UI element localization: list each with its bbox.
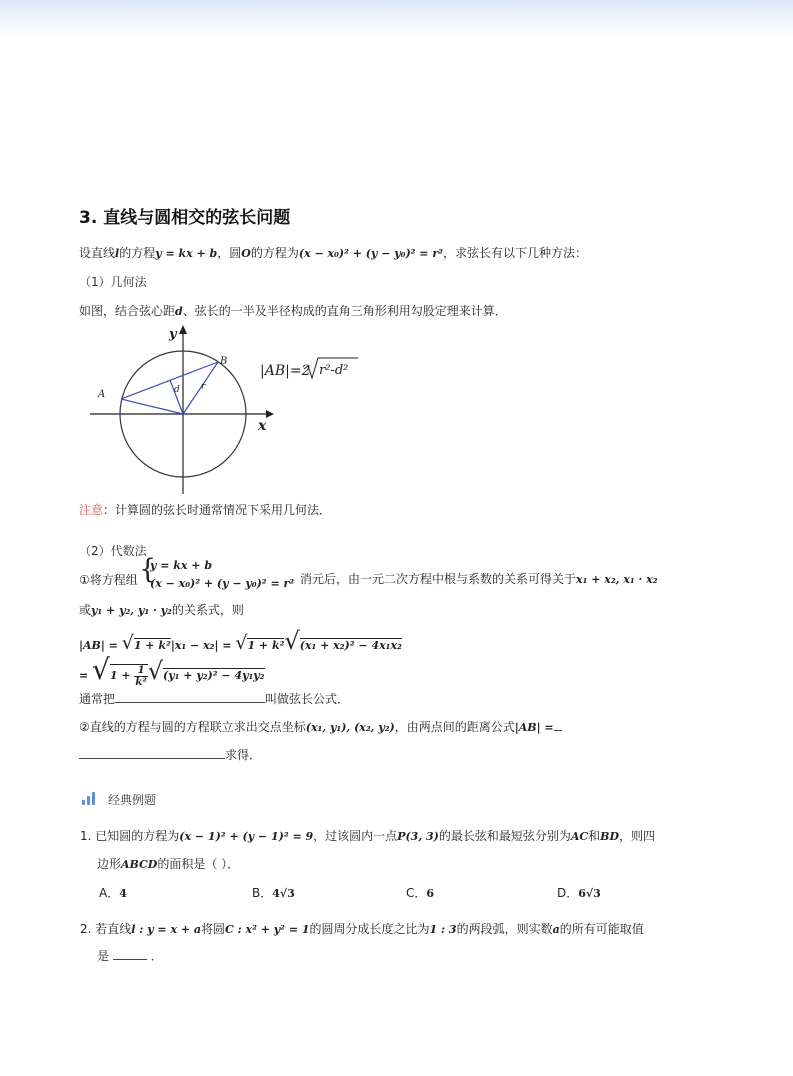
examples-heading: 经典例题 <box>108 793 157 807</box>
method1-text: 如图，结合弦心距d、弦长的一半及半径构成的直角三角形利用勾股定理来计算． <box>79 304 507 318</box>
method1-heading: （1）几何法 <box>79 275 147 289</box>
label-x: x <box>258 418 267 434</box>
y-axis-arrow <box>179 325 187 334</box>
q1-line2: 边形ABCD的面积是（ ）． <box>97 857 240 871</box>
blank-formula[interactable] <box>115 690 265 703</box>
ab-formula-line1: |AB| = √1 + k²|x₁ − x₂| = √1 + k²√(x₁ + x₂)² − 4x₁x₂ <box>79 627 402 655</box>
q1-line1: 1. 已知圆的方程为(x − 1)² + (y − 1)² = 9，过该圆内一点P(3, 3)的最长弦和最短弦分别为AC和BD，则四 <box>80 829 656 843</box>
label-A: A <box>98 389 106 400</box>
geometry-figure <box>90 322 380 494</box>
label-d: d <box>174 385 180 395</box>
q2-line1: 2. 若直线l : y = x + a将圆C : x² + y² = 1的圆周分成长度之比为1 : 3的两段弧，则实数a的所有可能取值 <box>80 922 644 936</box>
step1-line2: 或y₁ + y₂, y₁ · y₂的关系式，则 <box>79 603 244 617</box>
step2-line2: 求得． <box>79 746 261 763</box>
system-line1: y = kx + b <box>150 559 213 572</box>
label-y: y <box>169 327 177 342</box>
q2-line2: 是 ． <box>97 949 163 963</box>
header-band <box>0 0 793 40</box>
q1-option-a[interactable]: A．4 <box>99 886 127 900</box>
step1-mid: 消元后，由一元二次方程中根与系数的关系可得关于x₁ + x₂, x₁ · x₂ <box>300 572 658 586</box>
intro-paragraph: 设直线l的方程y = kx + b，圆O的方程为(x − x₀)² + (y − y₀)² = r²，求弦长有以下几种方法： <box>79 246 587 260</box>
ab-formula-line2: = √1 + $\frac{1}{\text{k²}}$ √(y₁ + y₂)² − 4y₁y₂ <box>79 653 265 688</box>
step1-prefix: ①将方程组 <box>79 573 138 587</box>
label-B: B <box>220 356 228 367</box>
blank-distance-start[interactable] <box>554 718 562 731</box>
blank-distance[interactable] <box>79 746 225 759</box>
note-label: 注意 <box>79 503 104 517</box>
bar-chart-icon <box>82 792 96 805</box>
x-axis-arrow <box>266 410 274 418</box>
label-r: r <box>201 382 206 392</box>
step2-line: ②直线的方程与圆的方程联立求出交点坐标(x₁, y₁), (x₂, y₂)，由两点间的距离公式|AB| = <box>79 718 562 735</box>
section-title: 3. 直线与圆相交的弦长问题 <box>79 208 291 228</box>
q2-answer-blank[interactable] <box>113 947 147 960</box>
note-line <box>79 501 331 518</box>
system-line2: (x − x₀)² + (y − y₀)² = r² <box>150 577 295 590</box>
q1-option-c[interactable]: C．6 <box>406 886 435 900</box>
system-brace: { <box>139 554 157 585</box>
note-text: ：计算圆的弦长时通常情况下采用几何法． <box>103 503 332 517</box>
q1-option-d[interactable]: D．6√3 <box>557 886 601 900</box>
chord-formula-left: |AB|=2 <box>260 363 311 379</box>
method2-heading: （2）代数法 <box>79 544 147 558</box>
chord-AB <box>121 362 218 399</box>
chord-formula-radicand: r²-d² <box>319 363 349 378</box>
usual-line: 通常把 叫做弦长公式． <box>79 692 350 706</box>
q1-option-b[interactable]: B．4√3 <box>252 886 295 900</box>
radius-OA <box>121 399 183 414</box>
